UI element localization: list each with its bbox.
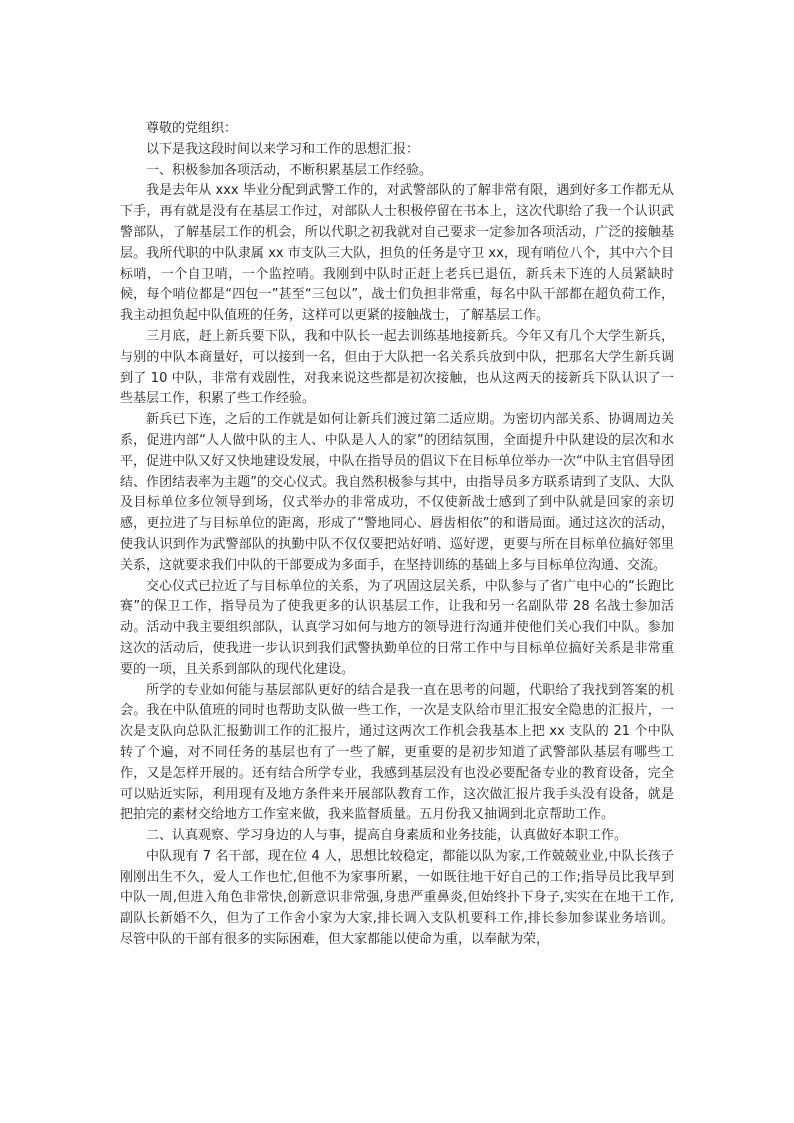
body-paragraph: 所学的专业如何能与基层部队更好的结合是我一直在思考的问题，代职给了我找到答案的机会。我在中队值班的同时也帮助支队做一些工作，一次是支队给市里汇报安全隐患的汇报片，一次是支队向总队汇报勤训工作的汇报片，通过这两次工作机会我基本上把 xx 支队的 21 个中队转了个遍，对不同任务的基层也有了一些了解，更重要的是初步知道了武警部队基层有哪些工作，又是怎样开展的。还有结合所学专业，我感到基层没有也没必要配备专业的教育设备，完全可以贴近实际，利用现有及地方条件来开展部队教育工作，这次做汇报片我手头没有设备，就是把拍完的素材交给地方工作室来做，我来监督质量。五月份我又抽调到北京帮助工作。 <box>120 682 674 823</box>
body-paragraph: 我是去年从 xxx 毕业分配到武警工作的，对武警部队的了解非常有限，遇到好多工作都无从下手，再有就是没有在基层工作过，对部队人士积极停留在书本上，这次代职给了我一个认识武警部队，了解基层工作的机会，所以代职之初我就对自己要求一定参加各项活动，广泛的接触基层。我所代职的中队隶属 xx 市支队三大队，担负的任务是守卫 xx，现有哨位八个，其中六个目标哨，一个自卫哨，一个监控哨。我刚到中队时正赶上老兵已退伍，新兵未下连的人员紧缺时候，每个哨位都是“四包一”甚至“三包以”，战士们负担非常重，每名中队干部都在超负荷工作，我主动担负起中队值班的任务，这样可以更紧的接触战士，了解基层工作。 <box>120 183 674 324</box>
report-body <box>120 119 674 951</box>
body-paragraph: 中队现有 7 名干部，现在位 4 人，思想比较稳定，都能以队为家,工作兢兢业业,中队长孩子刚刚出生不久，爱人工作也忙,但他不为家事所累，一如既往地干好自己的工作;指导员比我早到中队一周,但进入角色非常快,创新意识非常强,身患严重鼻炎,但始终扑下身子,实实在在地干工作,副队长新婚不久，但为了工作舍小家为大家,排长调入支队机要科工作,排长参加参谋业务培训。尽管中队的干部有很多的实际困难，但大家都能以使命为重，以奉献为荣， <box>120 848 674 948</box>
section-heading-2: 二、认真观察、学习身边的人与事，提高自身素质和业务技能，认真做好本职工作。 <box>146 828 628 844</box>
intro-line: 以下是我这段时间以来学习和工作的思想汇报： <box>146 141 420 157</box>
section-heading-1: 一、积极参加各项活动，不断积累基层工作经验。 <box>146 162 433 178</box>
body-paragraph: 三月底，赶上新兵要下队，我和中队长一起去训练基地接新兵。今年又有几个大学生新兵，与别的中队本商量好，可以接到一名，但由于大队把一名关系兵放到中队，把那名大学生新兵调到了 10 中队，非常有戏剧性，对我来说这些都是初次接触，也从这两天的接新兵下队认识了一些基层工作，积累了些工作经验。 <box>120 328 674 407</box>
body-paragraph: 新兵已下连，之后的工作就是如何让新兵们渡过第二适应期。为密切内部关系、协调周边关系，促进内部“人人做中队的主人、中队是人人的家”的团结氛围，全面提升中队建设的层次和水平，促进中队又好又快地建设发展，中队在指导员的倡议下在目标单位举办一次“中队主官倡导团结、作团结表率为主题”的交心仪式。我自然积极参与其中，由指导员多方联系请到了支队、大队及目标单位多位领导到场，仪式举办的非常成功，不仅使新战士感到了到中队就是回家的亲切感，更拉进了与目标单位的距离，形成了“警地同心、唇齿相依”的和谐局面。通过这次的活动，使我认识到作为武警部队的执勤中队不仅仅要把站好哨、巡好逻，更要与所在目标单位搞好邻里关系，这就要求我们中队的干部要成为多面手，在坚持训练的基础上多与目标单位沟通、交流。 <box>120 412 674 573</box>
salutation: 尊敬的党组织： <box>146 121 238 136</box>
body-paragraph: 交心仪式已拉近了与目标单位的关系，为了巩固这层关系，中队参与了省广电中心的“长跑比赛”的保卫工作，指导员为了使我更多的认识基层工作，让我和另一名副队带 28 名战士参加活动。活动中我主要组织部队，认真学习如何与地方的领导进行沟通并使他们关心我们中队。参加这次的活动后，使我进一步认识到我们武警执勤单位的日常工作中与目标单位搞好关系是非常重要的一项，且关系到部队的现代化建设。 <box>120 578 674 677</box>
